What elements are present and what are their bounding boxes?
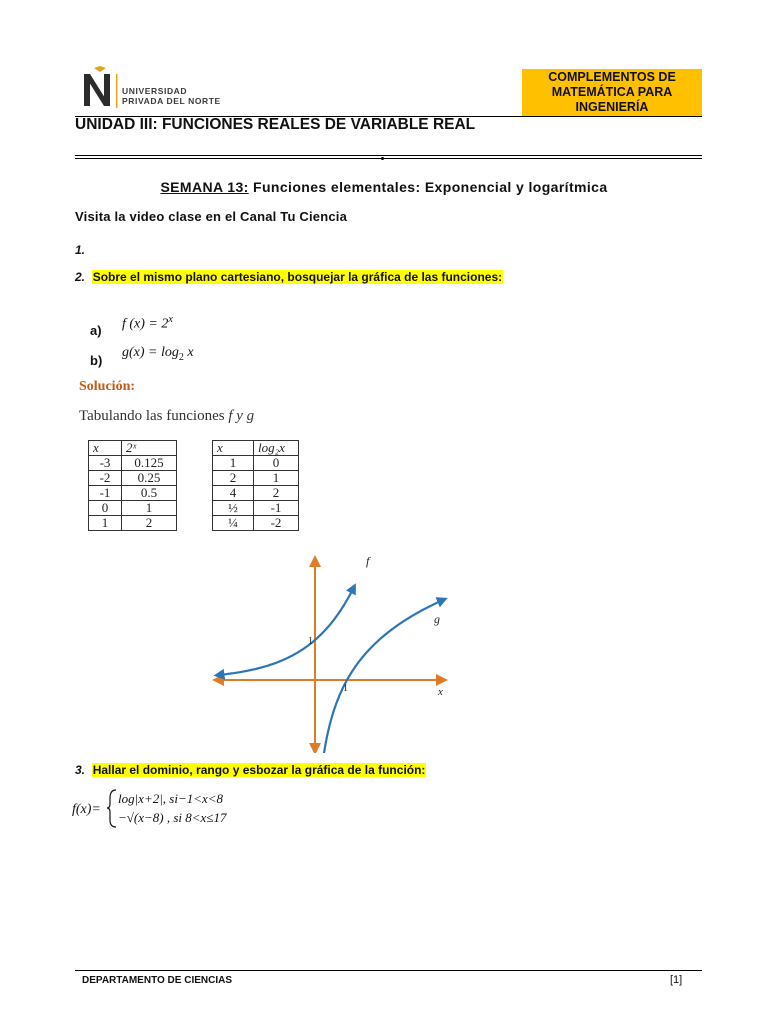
function-f-formula [122, 314, 173, 333]
table-cell: ¼ [213, 516, 254, 531]
series-g-label: g [434, 612, 440, 626]
course-line-3: INGENIERÍA [575, 100, 649, 114]
week-heading [0, 179, 768, 195]
table-row [213, 501, 299, 516]
table-header: 2ˣ [122, 441, 177, 456]
function-b-label: b) [90, 353, 103, 368]
piecewise-case-2: −√(x−8) , si 8<x≤17 [118, 810, 227, 825]
tabulate-vars: f y g [228, 408, 255, 424]
function-g-arg: x [183, 345, 194, 360]
video-class-note: Visita la video clase en el Canal Tu Ciencia [75, 209, 348, 224]
table-cell: 0.25 [122, 471, 177, 486]
table-cell: -2 [254, 516, 299, 531]
table-header-row [213, 441, 299, 456]
course-title-box [522, 69, 702, 116]
week-label: SEMANA 13: [160, 179, 249, 195]
exercise-3 [75, 763, 426, 777]
function-f-lhs: f (x) = 2 [122, 316, 169, 332]
function-g-base: 2 [178, 351, 184, 363]
table-header: log₂x [254, 441, 299, 456]
table-cell: -2 [89, 471, 122, 486]
unit-title: UNIDAD III: FUNCIONES REALES DE VARIABLE REAL [75, 116, 476, 133]
table-row [213, 456, 299, 471]
table-cell: ½ [213, 501, 254, 516]
y-tick-label: 1 [308, 636, 313, 647]
table-row [213, 486, 299, 501]
logo-n-icon [78, 66, 122, 114]
table-cell: 1 [213, 456, 254, 471]
table-cell: 0 [254, 456, 299, 471]
series-g-curve [323, 600, 443, 753]
table-cell: 1 [254, 471, 299, 486]
table-cell: -1 [89, 486, 122, 501]
table-cell: -3 [89, 456, 122, 471]
piecewise-function [72, 787, 272, 829]
footer-department: DEPARTAMENTO DE CIENCIAS [82, 975, 233, 986]
table-header: x [89, 441, 122, 456]
table-cell: 2 [122, 516, 177, 531]
table-cell: 0 [89, 501, 122, 516]
table-cell: 4 [213, 486, 254, 501]
course-line-2: MATEMÁTICA PARA [551, 85, 673, 99]
function-a-label: a) [90, 323, 102, 338]
table-header: x [213, 441, 254, 456]
function-f-exponent: x [168, 314, 173, 325]
table-exponential [88, 440, 177, 531]
function-g-formula [122, 345, 194, 363]
exercise-2-text: Sobre el mismo plano cartesiano, bosquejar la gráfica de las funciones: [92, 270, 503, 284]
table-row [89, 471, 177, 486]
separator-rule-2 [75, 158, 702, 159]
logo-text-line1: UNIVERSIDAD [122, 86, 188, 96]
table-cell: -1 [254, 501, 299, 516]
exercise-2 [75, 270, 503, 284]
solution-title: Solución: [79, 379, 136, 394]
logo-text-line2: PRIVADA DEL NORTE [122, 96, 221, 106]
function-g-lhs: g(x) = log [122, 345, 179, 360]
piecewise-case-1: log|x+2|, si−1<x<8 [118, 791, 224, 806]
table-row [213, 516, 299, 531]
exercise-3-number: 3. [75, 763, 86, 777]
table-header-row [89, 441, 177, 456]
exercise-3-text: Hallar el dominio, rango y esbozar la gráfica de la función: [92, 763, 426, 777]
separator-rule [75, 155, 702, 156]
footer-rule [75, 970, 702, 971]
table-cell: 1 [122, 501, 177, 516]
table-row [213, 471, 299, 486]
x-tick-label: 1 [343, 683, 348, 694]
function-graph [210, 553, 460, 753]
table-row [89, 456, 177, 471]
table-row [89, 516, 177, 531]
tabulate-prefix: Tabulando las funciones [79, 408, 229, 424]
table-row [89, 501, 177, 516]
piecewise-lhs: f(x)= [72, 802, 101, 817]
tabulate-line [79, 408, 254, 425]
table-cell: 2 [213, 471, 254, 486]
table-cell: 0.125 [122, 456, 177, 471]
footer-page-number: [1] [670, 974, 683, 986]
x-axis-label: x [438, 686, 443, 698]
table-cell: 0.5 [122, 486, 177, 501]
table-cell: 1 [89, 516, 122, 531]
week-title: Funciones elementales: Exponencial y logarítmica [253, 179, 608, 195]
table-row [89, 486, 177, 501]
exercise-1-number: 1. [75, 243, 86, 257]
course-line-1: COMPLEMENTOS DE [548, 70, 676, 84]
table-logarithm [212, 440, 299, 531]
piecewise-brace [107, 790, 116, 827]
university-logo [78, 66, 220, 114]
exercise-2-number: 2. [75, 270, 86, 284]
series-f-curve [219, 588, 353, 675]
series-f-label: f [366, 554, 370, 568]
table-cell: 2 [254, 486, 299, 501]
